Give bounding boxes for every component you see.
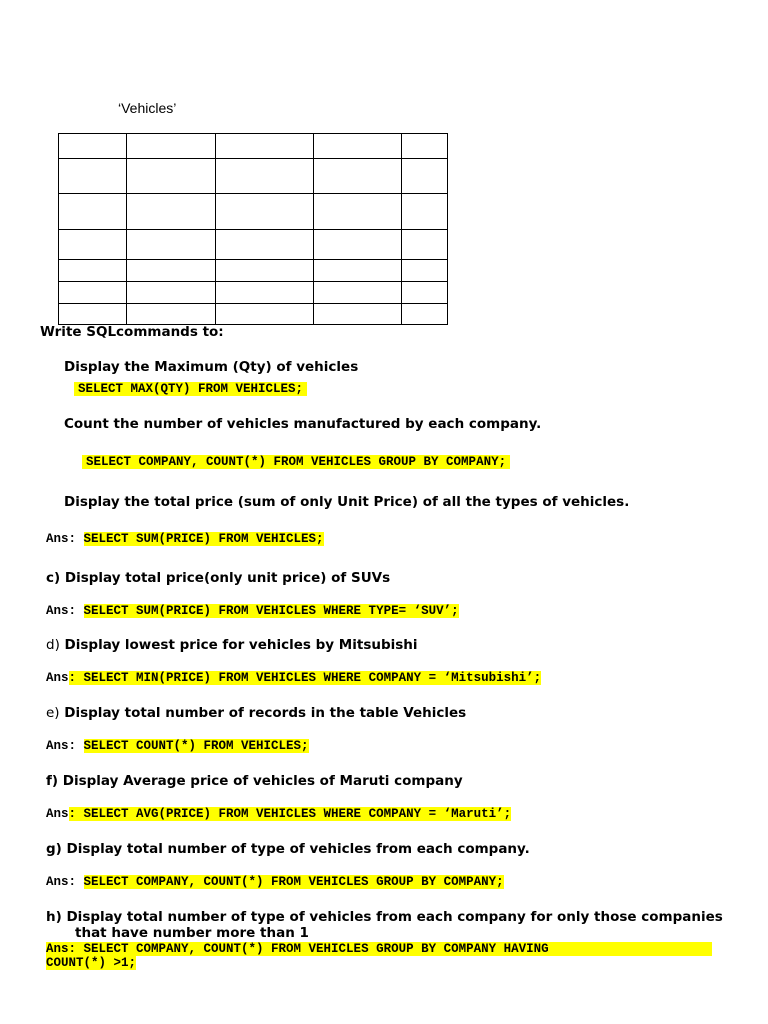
answer-d: : SELECT MIN(PRICE) FROM VEHICLES WHERE COMPANY = ‘Mitsubishi’; [68, 671, 542, 685]
question-text: Display total number of records in the table Vehicles [59, 705, 467, 721]
ans-prefix: Ans: [46, 739, 84, 753]
answer-e: SELECT COUNT(*) FROM VEHICLES; [83, 739, 309, 753]
question-label: e) [46, 705, 60, 721]
question-3: Display the total price (sum of only Unit Price) of all the types of vehicles. [64, 494, 630, 510]
question-text: Display total number of type of vehicles from each company for only those companies [61, 909, 723, 925]
answer-2: SELECT COMPANY, COUNT(*) FROM VEHICLES GROUP BY COMPANY; [82, 455, 510, 469]
answer-line-e [46, 739, 309, 753]
question-2: Count the number of vehicles manufactured by each company. [64, 416, 542, 432]
table-row [59, 194, 448, 230]
answer-line-h [46, 942, 712, 970]
table-row [59, 304, 448, 325]
question-label: d) [46, 637, 60, 653]
table-caption: ‘Vehicles’ [118, 100, 177, 116]
question-h-line2: that have number more than 1 [75, 925, 309, 941]
question-1: Display the Maximum (Qty) of vehicles [64, 359, 359, 375]
question-label: f) [46, 773, 59, 789]
answer-1: SELECT MAX(QTY) FROM VEHICLES; [74, 382, 307, 396]
question-label: c) [46, 570, 61, 586]
ans-prefix: Ans: [46, 532, 84, 546]
answer-line-g [46, 875, 504, 889]
question-g [46, 841, 530, 857]
answer-3: SELECT SUM(PRICE) FROM VEHICLES; [83, 532, 324, 546]
table-row [59, 230, 448, 260]
question-label: h) [46, 909, 62, 925]
answer-h-line2: COUNT(*) >1; [46, 956, 137, 970]
question-text: Display Average price of vehicles of Maruti company [58, 773, 463, 789]
question-h [46, 909, 723, 925]
ans-prefix: Ans: [46, 604, 84, 618]
question-text: Display lowest price for vehicles by Mitsubishi [59, 637, 418, 653]
table-row [59, 282, 448, 304]
question-c [46, 570, 390, 586]
ans-prefix: Ans [46, 807, 69, 821]
table-row [59, 260, 448, 282]
answer-line-c [46, 604, 459, 618]
question-text: Display total price(only unit price) of SUVs [60, 570, 391, 586]
answer-line-f [46, 807, 511, 821]
question-d [46, 637, 418, 653]
table-row [59, 159, 448, 194]
answer-line-3 [46, 532, 324, 546]
answer-c: SELECT SUM(PRICE) FROM VEHICLES WHERE TYPE= ‘SUV’; [83, 604, 459, 618]
answer-line-d [46, 671, 541, 685]
question-f [46, 773, 463, 789]
answer-f: : SELECT AVG(PRICE) FROM VEHICLES WHERE COMPANY = ‘Maruti’; [68, 807, 512, 821]
question-text: Display total number of type of vehicles from each company. [61, 841, 530, 857]
answer-g: SELECT COMPANY, COUNT(*) FROM VEHICLES GROUP BY COMPANY; [83, 875, 504, 889]
table-row [59, 134, 448, 159]
question-label: g) [46, 841, 62, 857]
ans-prefix: Ans [46, 942, 69, 956]
ans-prefix: Ans: [46, 875, 84, 889]
vehicles-table [58, 133, 448, 325]
answer-h: : SELECT COMPANY, COUNT(*) FROM VEHICLES GROUP BY COMPANY HAVING [68, 942, 549, 956]
question-e [46, 705, 466, 721]
intro-text: Write SQLcommands to: [40, 324, 224, 340]
ans-prefix: Ans [46, 671, 69, 685]
